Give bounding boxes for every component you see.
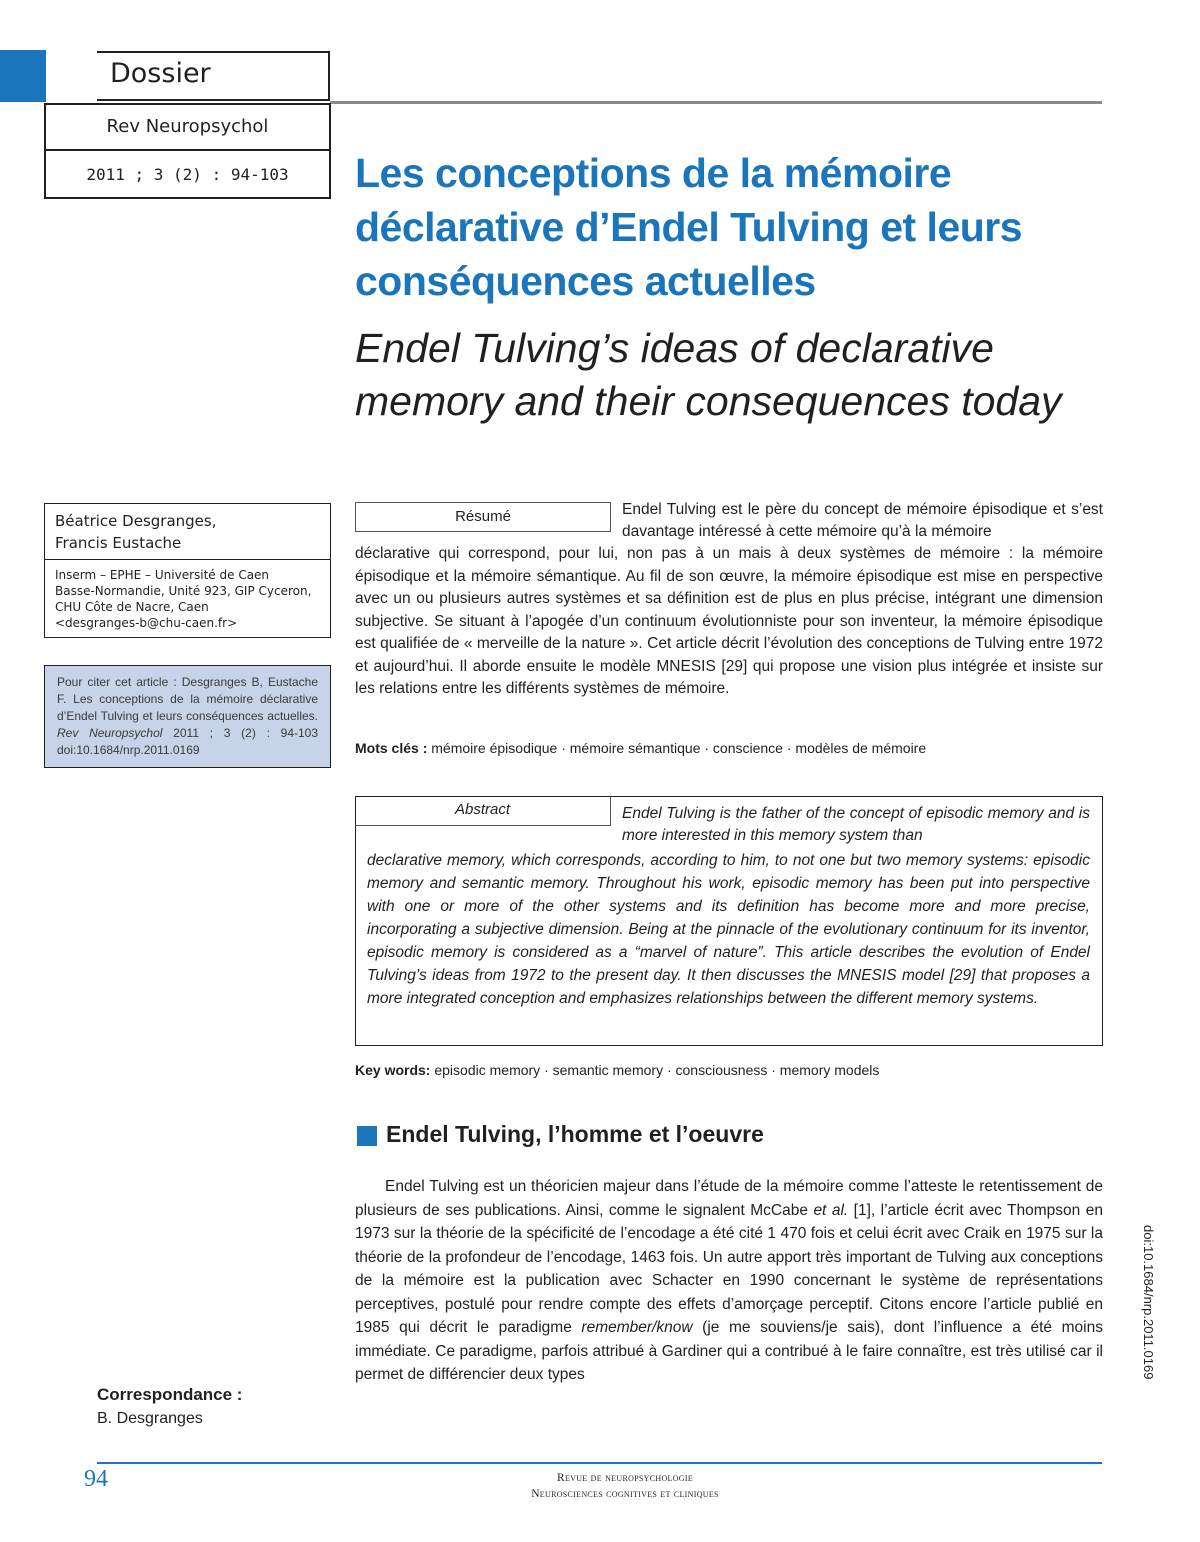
header-rule [330,101,1102,104]
footer-rule [97,1462,1102,1464]
author-1: Béatrice Desgranges, [55,512,217,530]
authors [55,510,216,554]
keywords-text: mémoire épisodique · mémoire sémantique · conscience · modèles de mémoire [431,740,927,756]
keywords-label: Key words: [355,1062,431,1078]
affiliation-line: Inserm – EPHE – Université de Caen [55,568,270,582]
journal-citation: 2011 ; 3 (2) : 94-103 [86,165,289,184]
section-title: Endel Tulving, l’homme et l’oeuvre [386,1121,764,1147]
page-number: 94 [84,1466,108,1492]
author-email[interactable]: <desgranges-b@chu-caen.fr> [55,616,238,630]
title-english: Endel Tulving’s ideas of declarative memory and their consequences today [355,325,1062,424]
doi-text[interactable]: doi:10.1684/nrp.2011.0169 [1141,1225,1156,1380]
affiliation-line: CHU Côte de Nacre, Caen [55,600,209,614]
journal-name: Rev Neuropsychol [106,116,269,137]
cite-this-article-box [44,665,331,768]
body-text: (je me souviens/je sais), dont l’influence a été moins immédiate. Ce paradigme, parfois attribué à Gardiner qui a contribué à le faire connaître, est très utilisé car il permet de différencier deux types [355,1319,1103,1383]
keywords-english [355,1062,879,1078]
body-text: Endel Tulving est un théoricien majeur dans l’étude de la mémoire comme l’atteste le retentissement de plusieurs de ses publications. Ainsi, comme le signalent McCabe [355,1178,1103,1219]
doi-sidebar [1138,1225,1160,1435]
body-paragraph [355,1175,1103,1387]
section-color-tab [0,50,46,102]
keywords-french [355,740,926,756]
keywords-text: episodic memory · semantic memory · consciousness · memory models [434,1062,880,1078]
title-french: Les conceptions de la mémoire déclarative d’Endel Tulving et leurs conséquences actuelles [355,150,1023,304]
body-italic: remember/know [581,1319,693,1336]
cite-suffix: 2011 ; 3 (2) : 94-103 doi:10.1684/nrp.2011.0169 [57,726,319,757]
footer-line: Neurosciences cognitives et cliniques [531,1488,719,1500]
abstract-body: declarative memory, which corresponds, according to him, to not one but two memory systems: episodic memory and semantic memory. Throughout his work, episodic memory has been put into perspective with one or more of the other systems and its definition has become more and more precise, incorporating a subjective dimension. Being at the pinnacle of the evolutionary continuum for its inventor, episodic memory is considered as a “marvel of nature”. This article describes the evolution of Endel Tulving’s ideas from 1972 to the present day. It then discusses the MNESIS model [29] that proposes a more integrated conception and emphasizes relationships between the different memory systems. [367,852,1090,1007]
section-label: Dossier [110,58,211,89]
keywords-label: Mots clés : [355,740,428,756]
affiliation [55,567,325,631]
section-square-icon [357,1126,377,1146]
resume-first-lines: Endel Tulving est le père du concept de mémoire épisodique et s’est davantage intéressé à cette mémoire qu’à la mémoire [622,501,1103,540]
footer-line: Revue de neuropsychologie [556,1472,694,1484]
resume-body: déclarative qui correspond, pour lui, non pas à un mais à deux systèmes de mémoire : la mémoire épisodique et la mémoire sémantique. Au fil de son œuvre, la mémoire épisodique est mise en perspective avec un ou plusieurs autres systèmes et sa définition est de plus en plus précise, intégrant une dimension subjective. Se situant à l’apogée d’un continuum évolutionniste pour son inventeur, la mémoire épisodique est qualifiée de « merveille de la nature ». Cet article décrit l’évolution des conceptions de Tulving entre 1972 et aujourd’hui. Il aborde ensuite le modèle MNESIS [29] qui propose une vision plus intégrée et insiste sur les relations entre les différents systèmes de mémoire. [355,545,1103,697]
correspondence-name: B. Desgranges [97,1410,203,1427]
footer-journal [470,1470,780,1502]
body-text: [1], l’article écrit avec Thompson en 1973 sur la théorie de la spécificité de l’encodage a été cité 1 470 fois et celui écrit avec Craik en 1975 sur la théorie de la profondeur de l’encodage, 1463 fois. Un autre apport très important de Tulving aux conceptions de la mémoire est la publication avec Schacter en 1990 concernant le système de représentations perceptives, postulé pour rendre compte des effets d’amorçage perceptif. Citons encore l’article publié en 1985 qui décrit le paradigme [355,1201,1103,1336]
author-2: Francis Eustache [55,534,182,552]
correspondence-label: Correspondance : [97,1385,243,1404]
affiliation-line: Basse-Normandie, Unité 923, GIP Cyceron, [55,584,312,598]
abstract-first-lines: Endel Tulving is the father of the concept of episodic memory and is more interested in this memory system than [622,805,1090,844]
body-italic: et al. [813,1201,849,1219]
abstract-heading: Abstract [355,796,611,826]
cite-journal: Rev Neuropsychol [57,726,163,740]
resume-heading: Résumé [355,502,611,532]
cite-prefix: Pour citer cet article : Desgranges B, Eustache F. Les conceptions de la mémoire déclarative d’Endel Tulving et leurs conséquences actuelles. [57,675,318,723]
